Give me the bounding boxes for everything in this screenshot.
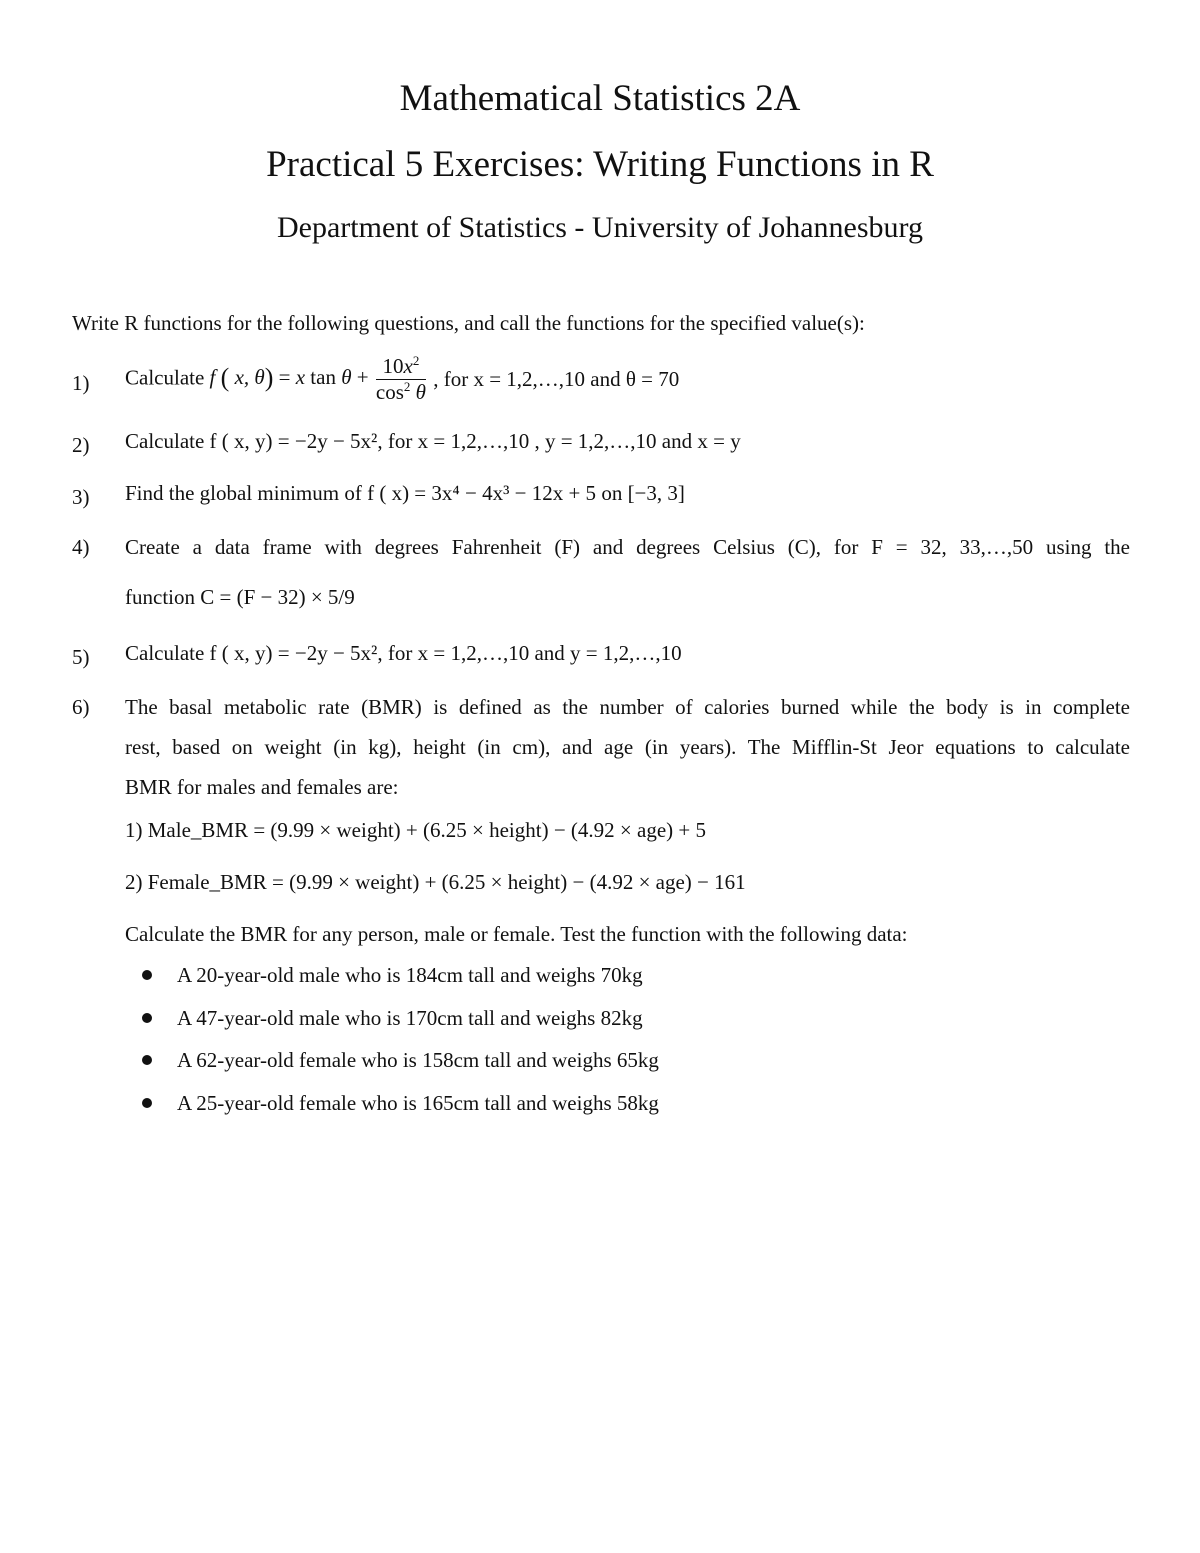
question-2 bbox=[125, 431, 741, 452]
question-5 bbox=[125, 643, 682, 664]
question-3 bbox=[125, 483, 685, 504]
question-1-lead: Calculate bbox=[125, 365, 205, 390]
question-2-condition: , for x = 1,2,…,10 , y = 1,2,…,10 and x = y bbox=[377, 429, 741, 453]
test-case-4: A 25-year-old female who is 165cm tall and weighs 58kg bbox=[177, 1091, 659, 1115]
question-1-condition: , for x = 1,2,…,10 and θ = 70 bbox=[433, 367, 680, 391]
test-case-1: A 20-year-old male who is 184cm tall and weighs 70kg bbox=[177, 963, 643, 987]
intro-text: Write R functions for the following questions, and call the functions for the specified value(s): bbox=[72, 311, 865, 335]
question-6-line-1: The basal metabolic rate (BMR) is defined as the number of calories burned while the body is in complete bbox=[125, 695, 1130, 719]
question-2-formula: f ( x, y) = −2y − 5x² bbox=[209, 429, 378, 453]
question-6-number: 6) bbox=[72, 695, 90, 719]
test-case-2: A 47-year-old male who is 170cm tall and weighs 82kg bbox=[177, 1006, 643, 1030]
question-5-formula: f ( x, y) = −2y − 5x² bbox=[209, 641, 378, 665]
question-4-line-1: Create a data frame with degrees Fahrenheit (F) and degrees Celsius (C), for F = 32, 33,…,50 using the bbox=[125, 535, 1130, 559]
question-5-condition: , for x = 1,2,…,10 and y = 1,2,…,10 bbox=[377, 641, 682, 665]
bullet-icon bbox=[142, 1098, 152, 1108]
question-5-lead: Calculate bbox=[125, 641, 205, 665]
question-3-number: 3) bbox=[72, 485, 90, 509]
department-line: Department of Statistics - University of Johannesburg bbox=[277, 211, 923, 244]
female-bmr-equation: 2) Female_BMR = (9.99 × weight) + (6.25 × height) − (4.92 × age) − 161 bbox=[125, 870, 746, 894]
question-4-line-2: function C = (F − 32) × 5/9 bbox=[125, 585, 355, 609]
page-title: Mathematical Statistics 2A bbox=[399, 78, 801, 119]
question-2-lead: Calculate bbox=[125, 429, 205, 453]
question-6-line-3: BMR for males and females are: bbox=[125, 775, 399, 799]
question-6-line-2: rest, based on weight (in kg), height (in cm), and age (in years). The Mifflin-St Jeor equations to calculate bbox=[125, 735, 1130, 759]
question-2-number: 2) bbox=[72, 433, 90, 457]
bullet-icon bbox=[142, 1055, 152, 1065]
bullet-icon bbox=[142, 1013, 152, 1023]
bullet-icon bbox=[142, 970, 152, 980]
test-intro: Calculate the BMR for any person, male or female. Test the function with the following data: bbox=[125, 922, 908, 946]
question-3-formula: f ( x) = 3x⁴ − 4x³ − 12x + 5 bbox=[367, 481, 597, 505]
male-bmr-equation: 1) Male_BMR = (9.99 × weight) + (6.25 × height) − (4.92 × age) + 5 bbox=[125, 818, 706, 842]
test-case-3: A 62-year-old female who is 158cm tall and weighs 65kg bbox=[177, 1048, 659, 1072]
question-1-number: 1) bbox=[72, 371, 90, 395]
question-1 bbox=[125, 353, 680, 404]
question-1-formula: f ( x, θ) = x tan θ + $\frac{10x^2}{\cos^2 \theta}$ bbox=[209, 353, 426, 404]
question-5-number: 5) bbox=[72, 645, 90, 669]
page-subtitle: Practical 5 Exercises: Writing Functions in R bbox=[266, 144, 934, 185]
question-4-number: 4) bbox=[72, 535, 90, 559]
question-3-lead: Find the global minimum of bbox=[125, 481, 362, 505]
question-3-condition: on [−3, 3] bbox=[601, 481, 685, 505]
